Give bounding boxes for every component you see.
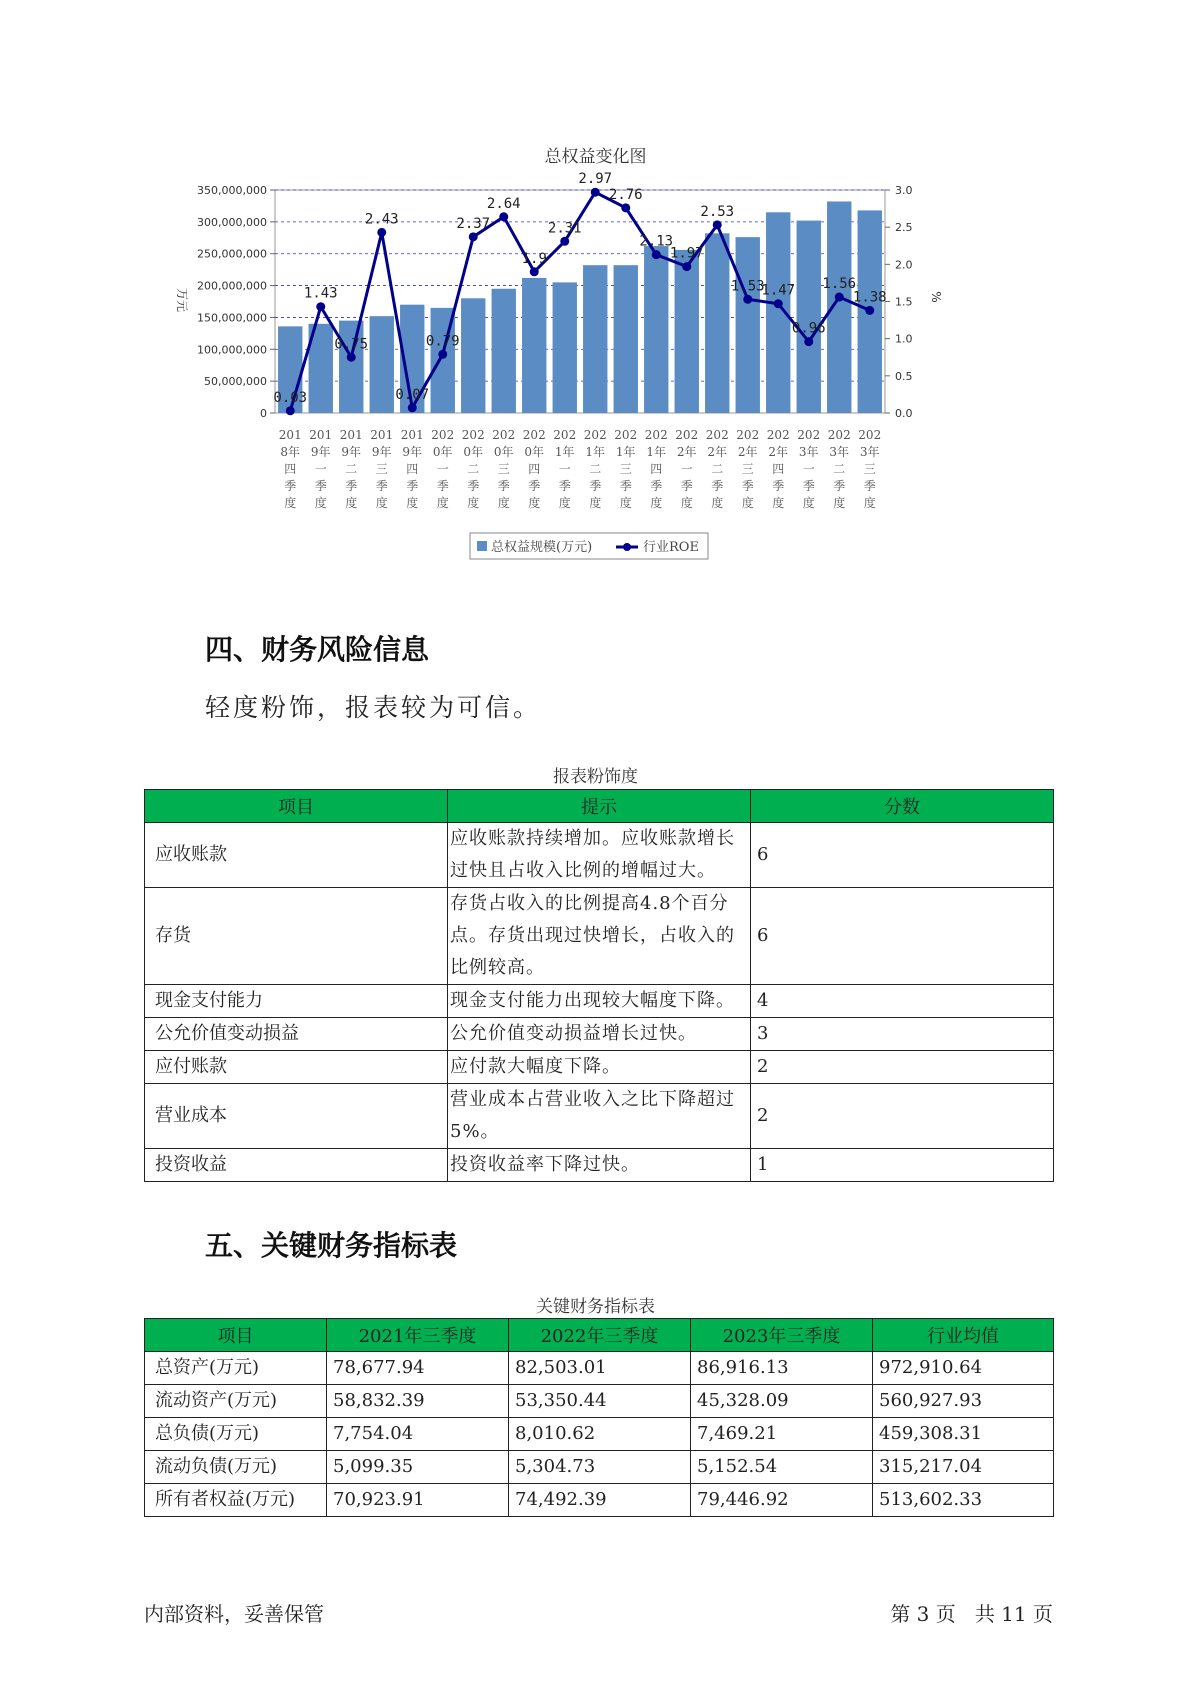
kpi-2023q3-cell: 79,446.92: [691, 1484, 873, 1517]
right-axis-label: %: [929, 291, 943, 303]
risk-hint-cell: 投资收益率下降过快。: [448, 1149, 751, 1182]
right-tick-label: 2.5: [895, 221, 913, 235]
x-tick-label: 度: [802, 496, 815, 510]
table-row: [145, 985, 1054, 1018]
x-tick-label: 一: [680, 462, 693, 476]
x-tick-label: 季: [436, 479, 449, 493]
risk-score-cell: 3: [751, 1018, 1054, 1051]
roe-data-label: 2.53: [700, 203, 735, 220]
roe-data-label: 2.31: [547, 220, 582, 237]
risk-hint-cell: 应付款大幅度下降。: [448, 1051, 751, 1084]
x-tick-label: 202: [431, 428, 455, 442]
roe-data-label: 2.13: [639, 233, 674, 250]
x-tick-label: 8年: [280, 445, 301, 459]
kpi-2021q3-cell: 58,832.39: [327, 1385, 509, 1418]
left-tick-label: 0: [260, 407, 267, 420]
x-tick-label: 三: [741, 462, 754, 476]
x-tick-label: 三: [619, 462, 632, 476]
header-2022q3: 2022年三季度: [509, 1319, 691, 1352]
right-tick-label: 1.5: [895, 295, 913, 309]
roe-data-label: 2.64: [486, 195, 521, 212]
risk-score-cell: 6: [751, 888, 1054, 985]
kpi-2023q3-cell: 45,328.09: [691, 1385, 873, 1418]
risk-score-cell: 1: [751, 1149, 1054, 1182]
x-tick-label: 季: [833, 479, 846, 493]
x-tick-label: 202: [553, 428, 577, 442]
risk-hint-cell: 现金支付能力出现较大幅度下降。: [448, 985, 751, 1018]
risk-score-cell: 2: [751, 1084, 1054, 1149]
risk-item-cell: 应收账款: [145, 823, 448, 888]
footer-confidential: 内部资料，妥善保管: [144, 1602, 324, 1626]
table-header-row: [145, 790, 1054, 823]
roe-point-2: [347, 353, 356, 362]
roe-point-11: [621, 203, 630, 212]
x-tick-label: 度: [772, 496, 785, 510]
legend-line-marker: [623, 543, 631, 551]
x-tick-label: 季: [741, 479, 754, 493]
x-tick-label: 202: [736, 428, 760, 442]
roe-point-16: [774, 299, 783, 308]
x-tick-label: 一: [558, 462, 571, 476]
legend-bar-label: 总权益规模(万元): [491, 540, 593, 555]
indicator-table: [144, 1318, 1054, 1517]
x-tick-label: 9年: [402, 445, 423, 459]
x-tick-label: 0年: [432, 445, 453, 459]
kpi-2021q3-cell: 70,923.91: [327, 1484, 509, 1517]
left-tick-label: 50,000,000: [204, 375, 267, 389]
x-tick-label: 201: [370, 428, 394, 442]
x-tick-label: 季: [497, 479, 510, 493]
table-row: [145, 1451, 1054, 1484]
x-tick-label: 9年: [371, 445, 392, 459]
x-tick-label: 2年: [768, 445, 789, 459]
x-tick-label: 9年: [310, 445, 331, 459]
x-tick-label: 季: [619, 479, 632, 493]
x-tick-label: 四: [650, 462, 663, 476]
roe-data-label: 0.07: [395, 386, 430, 403]
risk-item-cell: 现金支付能力: [145, 985, 448, 1018]
roe-point-0: [286, 406, 295, 415]
x-tick-label: 度: [619, 496, 632, 510]
bar-15: [736, 237, 760, 413]
bar-10: [583, 265, 607, 413]
table-row: [145, 1084, 1054, 1149]
bar-8: [522, 278, 546, 413]
table-row: [145, 1352, 1054, 1385]
roe-point-9: [560, 237, 569, 246]
x-tick-label: 202: [705, 428, 729, 442]
risk-table-caption: 报表粉饰度: [553, 767, 638, 787]
table-row: [145, 1149, 1054, 1182]
risk-score-cell: 2: [751, 1051, 1054, 1084]
bar-3: [370, 316, 394, 413]
bar-11: [614, 265, 638, 413]
roe-point-3: [377, 228, 386, 237]
x-tick-label: 季: [802, 479, 815, 493]
roe-data-label: 2.43: [364, 211, 399, 228]
risk-hint-cell: 存货占收入的比例提高4.8个百分点。存货出现过快增长，占收入的比例较高。: [448, 888, 751, 985]
table-row: [145, 888, 1054, 985]
roe-data-label: 1.38: [852, 289, 887, 306]
x-tick-label: 季: [467, 479, 480, 493]
roe-point-1: [316, 302, 325, 311]
x-tick-label: 1年: [554, 445, 575, 459]
bar-7: [492, 289, 516, 413]
x-tick-label: 季: [772, 479, 785, 493]
kpi-2022q3-cell: 74,492.39: [509, 1484, 691, 1517]
x-tick-label: 201: [400, 428, 424, 442]
x-tick-label: 四: [284, 462, 297, 476]
table-row: [145, 823, 1054, 888]
kpi-2023q3-cell: 7,469.21: [691, 1418, 873, 1451]
roe-data-label: 1.56: [822, 276, 857, 293]
roe-point-14: [713, 220, 722, 229]
roe-data-label: 2.37: [456, 215, 491, 232]
x-tick-label: 0年: [524, 445, 545, 459]
table-row: [145, 1018, 1054, 1051]
left-tick-label: 100,000,000: [197, 343, 267, 357]
x-tick-label: 季: [589, 479, 602, 493]
roe-point-10: [591, 188, 600, 197]
x-tick-label: 度: [589, 496, 602, 510]
x-tick-label: 季: [345, 479, 358, 493]
x-tick-label: 季: [558, 479, 571, 493]
x-tick-label: 度: [436, 496, 449, 510]
x-tick-label: 三: [863, 462, 876, 476]
x-tick-label: 一: [802, 462, 815, 476]
right-tick-label: 0.0: [895, 407, 913, 420]
x-tick-label: 9年: [341, 445, 362, 459]
bar-9: [553, 282, 577, 413]
x-tick-label: 1年: [585, 445, 606, 459]
x-tick-label: 202: [766, 428, 790, 442]
risk-item-cell: 营业成本: [145, 1084, 448, 1149]
table-row: [145, 1385, 1054, 1418]
roe-data-label: 0.96: [791, 320, 826, 337]
kpi-industry-avg-cell: 513,602.33: [873, 1484, 1054, 1517]
x-tick-label: 度: [741, 496, 754, 510]
x-tick-label: 三: [497, 462, 510, 476]
x-tick-label: 一: [436, 462, 449, 476]
x-tick-label: 二: [467, 462, 480, 476]
roe-point-12: [652, 250, 661, 259]
bar-17: [797, 221, 821, 413]
roe-point-6: [469, 232, 478, 241]
roe-data-label: 2.97: [578, 171, 613, 188]
right-tick-label: 3.0: [895, 184, 913, 197]
x-tick-label: 二: [345, 462, 358, 476]
table-row: [145, 1051, 1054, 1084]
x-tick-label: 三: [375, 462, 388, 476]
left-axis-label: 万元: [175, 287, 189, 313]
roe-data-label: 0.79: [425, 333, 460, 350]
kpi-industry-avg-cell: 459,308.31: [873, 1418, 1054, 1451]
kpi-2022q3-cell: 82,503.01: [509, 1352, 691, 1385]
roe-data-label: 1.9: [521, 250, 547, 267]
roe-data-label: 1.97: [669, 245, 704, 262]
x-tick-label: 202: [583, 428, 607, 442]
chart-title: 总权益变化图: [544, 147, 647, 167]
kpi-2022q3-cell: 8,010.62: [509, 1418, 691, 1451]
x-tick-label: 1年: [615, 445, 636, 459]
x-tick-label: 二: [589, 462, 602, 476]
x-tick-label: 四: [406, 462, 419, 476]
x-tick-label: 季: [863, 479, 876, 493]
x-tick-label: 202: [614, 428, 638, 442]
x-tick-label: 季: [711, 479, 724, 493]
header-industry-avg: 行业均值: [873, 1319, 1054, 1352]
x-tick-label: 四: [528, 462, 541, 476]
x-tick-label: 度: [284, 496, 297, 510]
x-tick-label: 1年: [646, 445, 667, 459]
bar-13: [675, 250, 699, 413]
x-tick-label: 度: [497, 496, 510, 510]
x-tick-label: 3年: [798, 445, 819, 459]
x-tick-label: 201: [339, 428, 363, 442]
risk-score-cell: 4: [751, 985, 1054, 1018]
table-row: [145, 1484, 1054, 1517]
x-tick-label: 度: [711, 496, 724, 510]
kpi-item-cell: 流动资产(万元): [145, 1385, 327, 1418]
header-score: 分数: [751, 790, 1054, 823]
left-tick-label: 300,000,000: [197, 215, 267, 229]
kpi-2023q3-cell: 86,916.13: [691, 1352, 873, 1385]
kpi-item-cell: 所有者权益(万元): [145, 1484, 327, 1517]
roe-data-label: 2.76: [608, 186, 643, 203]
kpi-2023q3-cell: 5,152.54: [691, 1451, 873, 1484]
risk-item-cell: 投资收益: [145, 1149, 448, 1182]
roe-point-5: [438, 350, 447, 359]
legend-line-label: 行业ROE: [643, 540, 699, 555]
roe-data-label: 1.47: [761, 282, 796, 299]
left-tick-label: 250,000,000: [197, 247, 267, 261]
x-tick-label: 202: [461, 428, 485, 442]
x-tick-label: 202: [827, 428, 851, 442]
roe-data-label: 1.53: [730, 278, 765, 295]
section-heading-risk: 四、财务风险信息: [205, 633, 430, 666]
indicator-table-caption: 关键财务指标表: [536, 1297, 655, 1317]
bar-2: [339, 321, 363, 413]
risk-item-cell: 应付账款: [145, 1051, 448, 1084]
x-tick-label: 度: [406, 496, 419, 510]
right-tick-label: 1.0: [895, 332, 913, 346]
header-2021q3: 2021年三季度: [327, 1319, 509, 1352]
x-tick-label: 201: [278, 428, 302, 442]
x-tick-label: 季: [680, 479, 693, 493]
x-tick-label: 季: [314, 479, 327, 493]
risk-item-cell: 存货: [145, 888, 448, 985]
x-tick-label: 度: [833, 496, 846, 510]
roe-point-7: [499, 212, 508, 221]
x-tick-label: 二: [833, 462, 846, 476]
footer-page-number: 第 3 页 共 11 页: [890, 1602, 1053, 1626]
x-tick-label: 202: [858, 428, 882, 442]
x-tick-label: 度: [650, 496, 663, 510]
roe-point-4: [408, 403, 417, 412]
bar-6: [461, 298, 485, 413]
x-tick-label: 季: [650, 479, 663, 493]
x-tick-label: 季: [406, 479, 419, 493]
roe-point-13: [682, 262, 691, 271]
x-tick-label: 度: [680, 496, 693, 510]
x-tick-label: 0年: [463, 445, 484, 459]
kpi-item-cell: 总资产(万元): [145, 1352, 327, 1385]
equity-chart: [170, 170, 990, 590]
section-heading-indicators: 五、关键财务指标表: [205, 1229, 458, 1262]
right-tick-label: 0.5: [895, 369, 913, 383]
x-tick-label: 202: [492, 428, 516, 442]
kpi-item-cell: 总负债(万元): [145, 1418, 327, 1451]
x-tick-label: 度: [314, 496, 327, 510]
header-item: 项目: [145, 790, 448, 823]
x-tick-label: 2年: [676, 445, 697, 459]
kpi-2021q3-cell: 7,754.04: [327, 1418, 509, 1451]
risk-item-cell: 公允价值变动损益: [145, 1018, 448, 1051]
x-tick-label: 四: [772, 462, 785, 476]
x-tick-label: 度: [863, 496, 876, 510]
roe-point-15: [743, 295, 752, 304]
risk-summary: 轻度粉饰，报表较为可信。: [205, 693, 542, 722]
risk-hint-cell: 公允价值变动损益增长过快。: [448, 1018, 751, 1051]
risk-hint-cell: 应收账款持续增加。应收账款增长过快且占收入比例的增幅过大。: [448, 823, 751, 888]
x-tick-label: 一: [314, 462, 327, 476]
x-tick-label: 季: [528, 479, 541, 493]
left-tick-label: 150,000,000: [197, 311, 267, 325]
bar-14: [705, 233, 729, 413]
roe-data-label: 1.43: [303, 285, 338, 302]
kpi-2021q3-cell: 78,677.94: [327, 1352, 509, 1385]
left-tick-label: 350,000,000: [197, 184, 267, 197]
x-tick-label: 0年: [493, 445, 514, 459]
x-tick-label: 202: [522, 428, 546, 442]
x-tick-label: 度: [345, 496, 358, 510]
risk-score-cell: 6: [751, 823, 1054, 888]
x-tick-label: 度: [558, 496, 571, 510]
x-tick-label: 度: [528, 496, 541, 510]
x-tick-label: 季: [375, 479, 388, 493]
kpi-industry-avg-cell: 972,910.64: [873, 1352, 1054, 1385]
risk-hint-cell: 营业成本占营业收入之比下降超过5%。: [448, 1084, 751, 1149]
kpi-2022q3-cell: 5,304.73: [509, 1451, 691, 1484]
x-tick-label: 2年: [737, 445, 758, 459]
roe-data-label: 0.75: [334, 336, 369, 353]
right-tick-label: 2.0: [895, 258, 913, 272]
header-item: 项目: [145, 1319, 327, 1352]
legend-bar-swatch: [477, 541, 487, 551]
x-tick-label: 202: [797, 428, 821, 442]
header-2023q3: 2023年三季度: [691, 1319, 873, 1352]
roe-point-18: [835, 293, 844, 302]
x-tick-label: 202: [644, 428, 668, 442]
x-tick-label: 202: [675, 428, 699, 442]
x-tick-label: 二: [711, 462, 724, 476]
x-tick-label: 3年: [829, 445, 850, 459]
table-row: [145, 1418, 1054, 1451]
roe-point-19: [865, 306, 874, 315]
kpi-2021q3-cell: 5,099.35: [327, 1451, 509, 1484]
kpi-item-cell: 流动负债(万元): [145, 1451, 327, 1484]
risk-table: [144, 789, 1054, 1182]
roe-data-label: 0.03: [273, 389, 308, 406]
kpi-2022q3-cell: 53,350.44: [509, 1385, 691, 1418]
header-hint: 提示: [448, 790, 751, 823]
roe-point-8: [530, 267, 539, 276]
table-header-row: [145, 1319, 1054, 1352]
x-tick-label: 度: [375, 496, 388, 510]
kpi-industry-avg-cell: 315,217.04: [873, 1451, 1054, 1484]
x-tick-label: 度: [467, 496, 480, 510]
left-tick-label: 200,000,000: [197, 279, 267, 293]
roe-point-17: [804, 337, 813, 346]
bar-12: [644, 246, 668, 413]
x-tick-label: 3年: [859, 445, 880, 459]
x-tick-label: 201: [309, 428, 333, 442]
x-tick-label: 2年: [707, 445, 728, 459]
x-tick-label: 季: [284, 479, 297, 493]
kpi-industry-avg-cell: 560,927.93: [873, 1385, 1054, 1418]
